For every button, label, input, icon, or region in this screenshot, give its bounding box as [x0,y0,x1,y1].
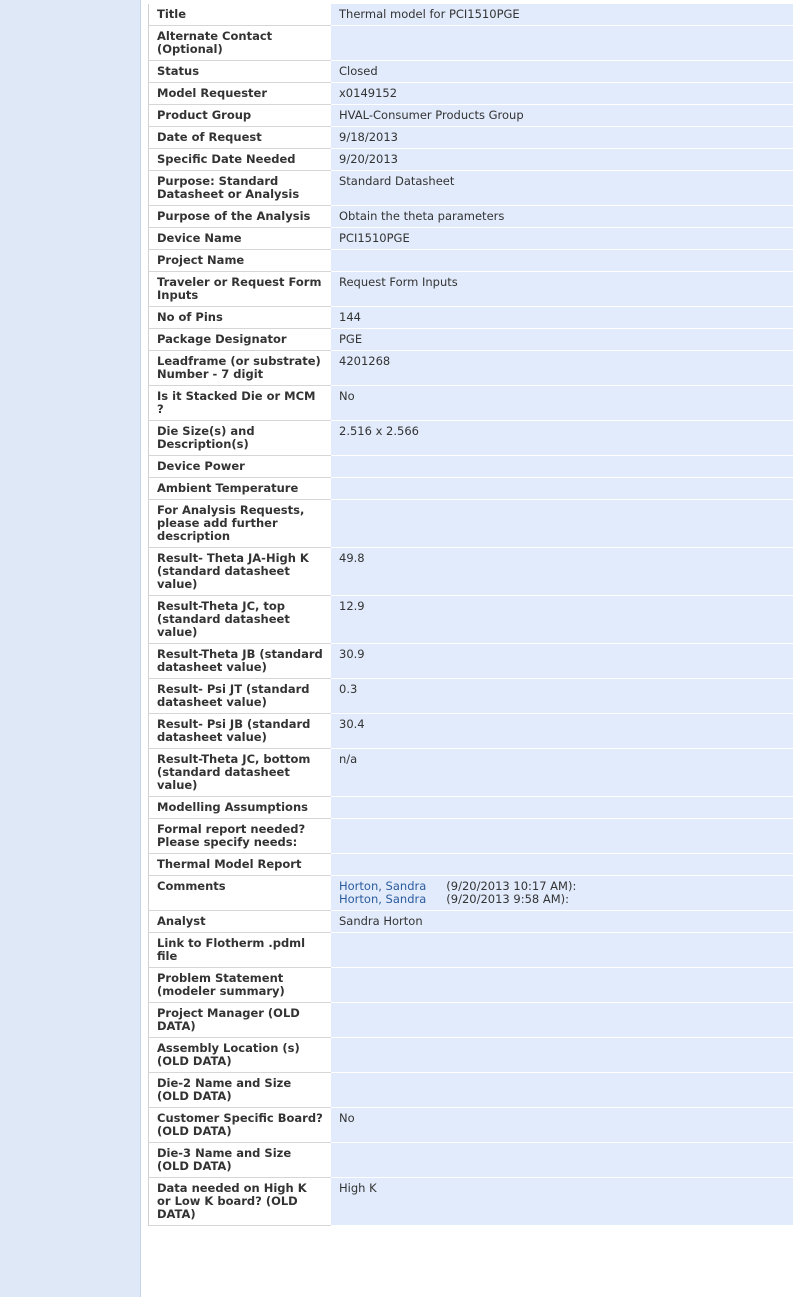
field-value: 49.8 [331,548,793,596]
property-row [149,1073,793,1108]
field-value: Sandra Horton [331,911,793,933]
property-row [149,1178,793,1226]
field-label: Leadframe (or substrate) Number - 7 digit [149,351,331,386]
left-navigation-panel [0,0,141,1297]
property-row [149,228,793,250]
property-row [149,329,793,351]
field-value [331,933,793,968]
field-label: Result-Theta JB (standard datasheet value) [149,644,331,679]
property-row [149,911,793,933]
property-row [149,149,793,171]
field-label: Customer Specific Board? (OLD DATA) [149,1108,331,1143]
property-row [149,714,793,749]
property-row [149,1003,793,1038]
property-row [149,456,793,478]
field-value: No [331,386,793,421]
field-value: Closed [331,61,793,83]
field-value: 9/20/2013 [331,149,793,171]
field-value [331,1073,793,1108]
field-label: Date of Request [149,127,331,149]
field-label: Ambient Temperature [149,478,331,500]
field-value [331,456,793,478]
field-label: Result-Theta JC, top (standard datasheet value) [149,596,331,644]
field-value: 2.516 x 2.566 [331,421,793,456]
field-label: No of Pins [149,307,331,329]
field-label: Problem Statement (modeler summary) [149,968,331,1003]
field-value: 9/18/2013 [331,127,793,149]
field-label: Product Group [149,105,331,127]
property-row [149,644,793,679]
field-value [331,250,793,272]
comments-row [149,876,793,911]
property-row [149,61,793,83]
property-row [149,749,793,797]
field-value: 30.9 [331,644,793,679]
property-row [149,933,793,968]
field-value [331,500,793,548]
field-value [331,797,793,819]
property-row [149,127,793,149]
property-row [149,1108,793,1143]
property-row [149,351,793,386]
comments-value [331,876,793,911]
field-label: Title [149,4,331,26]
field-label: Status [149,61,331,83]
property-row [149,105,793,127]
field-label: Package Designator [149,329,331,351]
property-row [149,206,793,228]
field-label: Traveler or Request Form Inputs [149,272,331,307]
property-row [149,548,793,596]
field-label: Result- Psi JT (standard datasheet value) [149,679,331,714]
field-label: Die-3 Name and Size (OLD DATA) [149,1143,331,1178]
property-row [149,478,793,500]
property-row [149,797,793,819]
field-label: Device Name [149,228,331,250]
property-row [149,1038,793,1073]
field-label: Modelling Assumptions [149,797,331,819]
property-row [149,26,793,61]
field-value: PCI1510PGE [331,228,793,250]
field-label: Project Manager (OLD DATA) [149,1003,331,1038]
field-value: 30.4 [331,714,793,749]
comment-author-link[interactable]: Horton, Sandra [339,892,427,906]
property-row [149,386,793,421]
property-row [149,596,793,644]
property-row [149,819,793,854]
property-row [149,83,793,105]
property-row [149,1143,793,1178]
field-label: Thermal Model Report [149,854,331,876]
field-label: Assembly Location (s) (OLD DATA) [149,1038,331,1073]
field-label: Result- Psi JB (standard datasheet value) [149,714,331,749]
properties-panel [148,4,793,1226]
field-label: Specific Date Needed [149,149,331,171]
property-row [149,272,793,307]
field-label: Die-2 Name and Size (OLD DATA) [149,1073,331,1108]
field-value [331,1038,793,1073]
field-value [331,478,793,500]
properties-table-body [149,4,793,1226]
field-value: No [331,1108,793,1143]
field-value: x0149152 [331,83,793,105]
field-value: Standard Datasheet [331,171,793,206]
field-label: Project Name [149,250,331,272]
property-row [149,250,793,272]
field-label: Purpose of the Analysis [149,206,331,228]
property-row [149,854,793,876]
field-value: PGE [331,329,793,351]
field-value: 12.9 [331,596,793,644]
field-value: Request Form Inputs [331,272,793,307]
property-row [149,500,793,548]
field-value [331,1003,793,1038]
field-label: Data needed on High K or Low K board? (OLD DATA) [149,1178,331,1226]
field-label: Alternate Contact (Optional) [149,26,331,61]
comment-timestamp: (9/20/2013 9:58 AM): [446,892,570,906]
property-row [149,171,793,206]
field-label: Link to Flotherm .pdml file [149,933,331,968]
field-label: Purpose: Standard Datasheet or Analysis [149,171,331,206]
properties-table [149,4,793,1226]
field-value: n/a [331,749,793,797]
field-label: Formal report needed? Please specify needs: [149,819,331,854]
field-label: Device Power [149,456,331,478]
property-row [149,421,793,456]
field-value: 144 [331,307,793,329]
field-value [331,1143,793,1178]
property-row [149,4,793,26]
field-label: For Analysis Requests, please add further description [149,500,331,548]
field-value [331,854,793,876]
field-value [331,26,793,61]
field-value [331,819,793,854]
property-row [149,307,793,329]
comment-entry [339,893,785,906]
comment-timestamp: (9/20/2013 10:17 AM): [446,879,577,893]
field-label: Comments [149,876,331,911]
field-label: Model Requester [149,83,331,105]
field-value: 4201268 [331,351,793,386]
field-value: HVAL-Consumer Products Group [331,105,793,127]
field-label: Is it Stacked Die or MCM ? [149,386,331,421]
field-value [331,968,793,1003]
field-label: Die Size(s) and Description(s) [149,421,331,456]
field-label: Analyst [149,911,331,933]
field-label: Result- Theta JA-High K (standard datasheet value) [149,548,331,596]
property-row [149,679,793,714]
field-value: Thermal model for PCI1510PGE [331,4,793,26]
field-value: High K [331,1178,793,1226]
property-row [149,968,793,1003]
field-value: 0.3 [331,679,793,714]
field-value: Obtain the theta parameters [331,206,793,228]
field-label: Result-Theta JC, bottom (standard datasheet value) [149,749,331,797]
comment-author-link[interactable]: Horton, Sandra [339,879,427,893]
